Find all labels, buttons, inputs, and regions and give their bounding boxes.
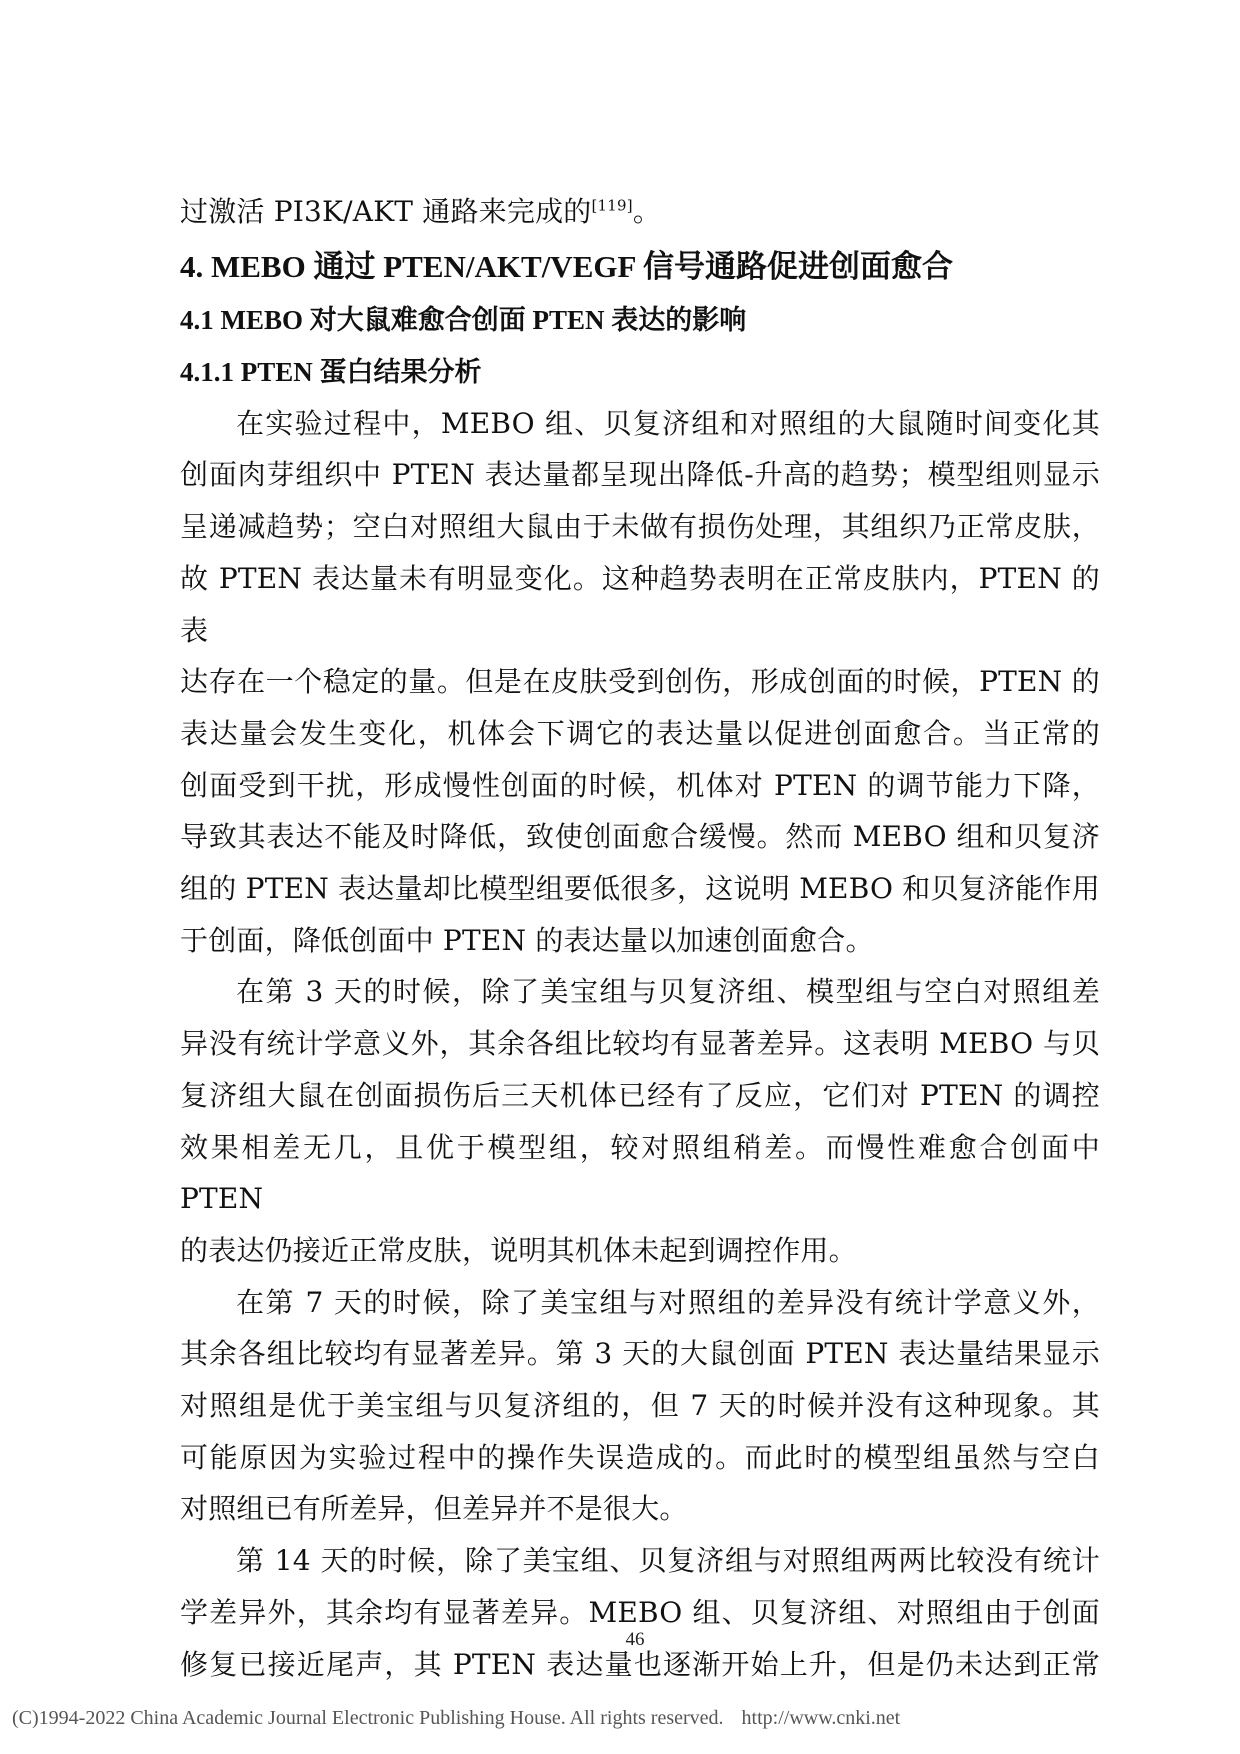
page-number: 46 <box>625 1629 645 1650</box>
copyright-footer <box>12 1707 900 1730</box>
subsection-heading: 4.1 MEBO 对大鼠难愈合创面 PTEN 表达的影响 <box>180 304 747 335</box>
text-line: 的表达仍接近正常皮肤，说明其机体未起到调控作用。 <box>180 1233 857 1267</box>
text-line: 故 PTEN 表达量未有明显变化。这种趋势表明在正常皮肤内，PTEN 的表 <box>180 561 1100 647</box>
text-line: 第 14 天的时候，除了美宝组、贝复济组与对照组两两比较没有统计 <box>236 1544 1100 1578</box>
section-heading: 4. MEBO 通过 PTEN/AKT/VEGF 信号通路促进创面愈合 <box>180 248 954 284</box>
text-line: 学差异外，其余均有显著差异。MEBO 组、贝复济组、对照组由于创面 <box>180 1595 1100 1629</box>
text-line: 组的 PTEN 表达量却比模型组要低很多，这说明 MEBO 和贝复济能作用 <box>180 872 1100 906</box>
text-line: 在第 7 天的时候，除了美宝组与对照组的差异没有统计学意义外， <box>236 1285 1100 1319</box>
text-line: 创面肉芽组织中 PTEN 表达量都呈现出降低-升高的趋势；模型组则显示 <box>180 458 1100 492</box>
citation-ref[interactable]: [119] <box>591 196 633 215</box>
text-line: 于创面，降低创面中 PTEN 的表达量以加速创面愈合。 <box>180 923 874 957</box>
text-line: 可能原因为实验过程中的操作失误造成的。而此时的模型组虽然与空白 <box>180 1440 1100 1474</box>
paragraph-4 <box>180 1535 1100 1690</box>
text-line: 导致其表达不能及时降低，致使创面愈合缓慢。然而 MEBO 组和贝复济 <box>180 820 1100 854</box>
text-line: 呈递减趋势；空白对照组大鼠由于未做有损伤处理，其组织乃正常皮肤， <box>180 510 1100 544</box>
paragraph-2 <box>180 966 1100 1276</box>
text-line: 修复已接近尾声，其 PTEN 表达量也逐渐开始上升，但是仍未达到正常 <box>180 1647 1100 1681</box>
paragraph-3 <box>180 1277 1100 1536</box>
text-line: 对照组已有所差异，但差异并不是很大。 <box>180 1492 688 1526</box>
intro-end: 。 <box>632 195 662 228</box>
text-line: 创面受到干扰，形成慢性创面的时候，机体对 PTEN 的调节能力下降， <box>180 768 1100 802</box>
paragraph-1 <box>180 398 1100 967</box>
intro-line <box>180 186 1100 238</box>
text-line: 复济组大鼠在创面损伤后三天机体已经有了反应，它们对 PTEN 的调控 <box>180 1078 1100 1112</box>
text-line: 在实验过程中，MEBO 组、贝复济组和对照组的大鼠随时间变化其 <box>236 406 1100 440</box>
text-line: 表达量会发生变化，机体会下调它的表达量以促进创面愈合。当正常的 <box>180 716 1100 750</box>
intro-text: 过激活 PI3K/AKT 通路来完成的 <box>180 195 592 228</box>
text-line: 异没有统计学意义外，其余各组比较均有显著差异。这表明 MEBO 与贝 <box>180 1027 1100 1061</box>
text-line: 效果相差无几，且优于模型组，较对照组稍差。而慢性难愈合创面中 PTEN <box>180 1130 1100 1216</box>
text-line: 达存在一个稳定的量。但是在皮肤受到创伤，形成创面的时候，PTEN 的 <box>180 665 1100 699</box>
copyright-text: (C)1994-2022 China Academic Journal Electronic Publishing House. All rights reserved. <box>12 1707 724 1729</box>
text-line: 其余各组比较均有显著差异。第 3 天的大鼠创面 PTEN 表达量结果显示 <box>180 1337 1100 1371</box>
text-line: 对照组是优于美宝组与贝复济组的，但 7 天的时候并没有这种现象。其 <box>180 1389 1100 1423</box>
footer-url[interactable]: http://www.cnki.net <box>741 1707 901 1729</box>
text-line: 在第 3 天的时候，除了美宝组与贝复济组、模型组与空白对照组差 <box>236 975 1100 1009</box>
subsubsection-heading: 4.1.1 PTEN 蛋白结果分析 <box>180 356 482 387</box>
page-body <box>180 186 1100 1690</box>
